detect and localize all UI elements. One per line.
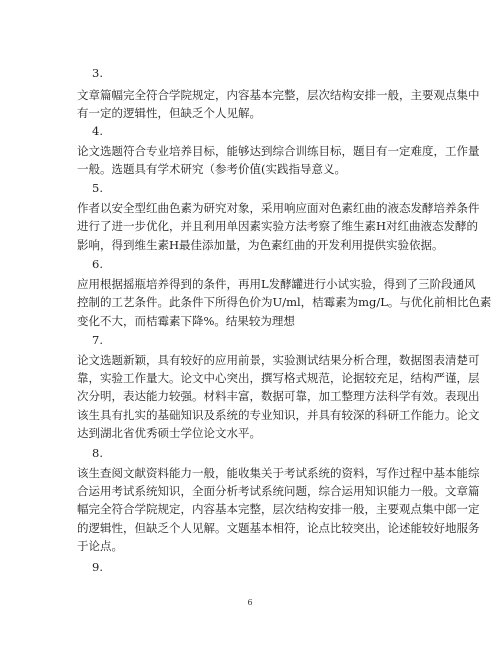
paragraph-line: 达到湖北省优秀硕士学位论文水平。	[77, 426, 261, 440]
paragraph-line: 论文选题符合专业培养目标，能够达到综合训练目标，题目有一定难度，工作量	[77, 144, 480, 158]
paragraph-line: 次分明，表达能力较强。材料丰富，数据可靠，加工整理方法科学有效。表现出	[77, 389, 480, 403]
paragraph-line: 作者以安全型红曲色素为研究对象，采用响应面对色素红曲的液态发酵培养条件	[77, 201, 480, 215]
paragraph-line: 控制的工艺条件。此条件下所得色价为U/ml，桔霉素为mg/L。与优化前相比色素	[77, 295, 492, 309]
paragraph-line: 于论点。	[77, 539, 123, 553]
paragraph-line: 一般。选题具有学术研究（参考价值(实践指导意义。	[77, 162, 346, 176]
section-number: 6.	[92, 257, 103, 271]
paragraph-line: 变化不大，而桔霉素下降%。结果较为理想	[77, 314, 295, 328]
paragraph-line: 该生具有扎实的基础知识及系统的专业知识，并具有较深的科研工作能力。论文	[77, 408, 480, 422]
paragraph-line: 幅完全符合学院规定，内容基本完整，层次结构安排一般，主要观点集中郎一定	[77, 502, 480, 516]
section-number: 4.	[92, 124, 103, 138]
page-number: 6	[247, 598, 253, 607]
paragraph-line: 有一定的逻辑性，但缺乏个人见解。	[77, 106, 261, 120]
paragraph-line: 合运用考试系统知识，全面分析考试系统问题，综合运用知识能力一般。文章篇	[77, 484, 480, 498]
paragraph-line: 靠，实验工作量大。论文中心突出，撰写格式规范，论据较充足，结构严谨，层	[77, 371, 480, 385]
paragraph-line: 该生查阅文献资料能力一般，能收集关于考试系统的资料，写作过程中基本能综	[77, 466, 480, 480]
paragraph-line: 的逻辑性，但缺乏个人见解。文题基本相符，论点比较突出，论述能较好地服务	[77, 521, 480, 535]
paragraph-line: 文章篇幅完全符合学院规定，内容基本完整，层次结构安排一般，主要观点集中	[77, 88, 480, 102]
paragraph-line: 论文选题新颖，具有较好的应用前景，实验测试结果分析合理，数据图表清楚可	[77, 353, 480, 367]
section-number: 9.	[92, 560, 103, 574]
section-number: 7.	[92, 333, 103, 347]
section-number: 3.	[92, 66, 103, 80]
paragraph-line: 进行了进一步优化，并且利用单因素实验方法考察了维生素H对红曲液态发酵的	[77, 219, 479, 233]
paragraph-line: 应用根据摇瓶培养得到的条件，再用L发酵罐进行小试实验，得到了三阶段通风	[77, 277, 476, 291]
section-number: 5.	[92, 181, 103, 195]
section-number: 8.	[92, 446, 103, 460]
paragraph-line: 影响，得到维生素H最佳添加量，为色素红曲的开发利用提供实验依据。	[77, 238, 444, 252]
